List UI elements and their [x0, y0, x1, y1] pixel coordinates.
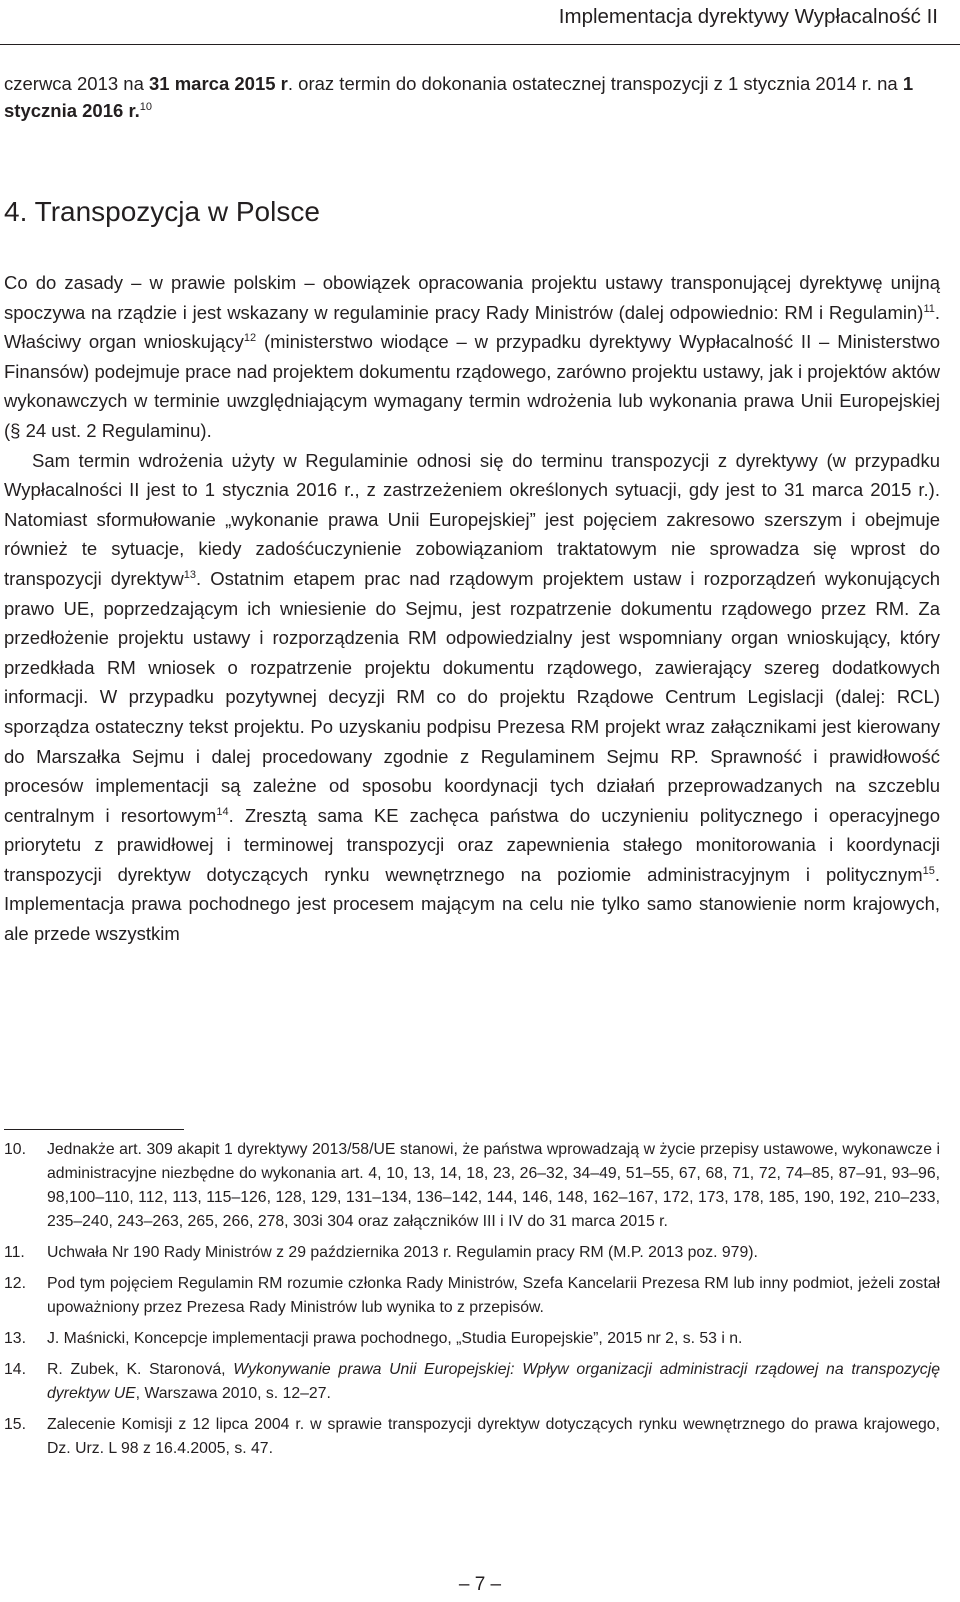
footnote-number: 15. [4, 1416, 26, 1433]
footnote-book-title: Wykonywanie prawa Unii Europejskiej: Wpływ organizacji administracji rządowej na transpozycję dyrektyw UE [47, 1361, 941, 1402]
footnote-ref: 11 [923, 302, 935, 315]
footnote-number: 12. [4, 1275, 26, 1292]
footnote-text: Uchwała Nr 190 Rady Ministrów z 29 października 2013 r. Regulamin pracy RM (M.P. 2013 poz. 979). [47, 1244, 758, 1261]
footnote-10 [4, 1138, 940, 1234]
footnote-text [47, 1358, 940, 1406]
paragraph-text: Co do zasady – w prawie polskim – obowiązek opracowania projektu ustawy transponującej dyrektywę unijną spoczywa na rządzie i jest wskazany w regulaminie pracy Rady Ministrów (dalej odpowiednio: RM i Regulamin) [4, 272, 940, 323]
paragraph-text: . Implementacja prawa pochodnego jest procesem mającym na celu nie tylko samo stanowienie norm krajowych, ale przede wszystkim [4, 863, 940, 945]
footnote-12 [4, 1272, 940, 1320]
paragraph-text: Sam termin wdrożenia użyty w Regulaminie odnosi się do terminu transpozycji z dyrektywy (w przypadku Wypłacalności II jest to 1 stycznia 2016 r., z zastrzeżeniem określonych sytuacji, gdy jest to 31 marca 2015 r.). Natomiast sformułowanie „wykonanie prawa Unii Europejskiej” jest pojęciem zakresowo szerszym i obejmuje również te sytuacje, kiedy zadośćuczynienie zobowiązaniom traktatowym nie sprowadza się wprost do transpozycji dyrektyw [4, 449, 940, 589]
paragraph-text: (ministerstwo wiodące – w przypadku dyrektywy Wypłacalność II – Ministerstwo Finansów) podejmuje prace nad projektem dokumentu rządowego, zarówno projektu ustawy, jak i projektów aktów wykonawczych w terminie uwzględniającym wymagany termin wdrożenia lub wykonania prawa Unii Europejskiej (§ 24 ust. 2 Regulaminu). [4, 331, 940, 441]
paragraph-text: . Ostatnim etapem prac nad rządowym projektem ustaw i rozporządzeń wykonujących prawo UE, poprzedzającym ich wniesienie do Sejmu, jest rozpatrzenie dokumentu rządowego przez RM. Za przedłożenie projektu ustawy i rozporządzenia RM odpowiedzialny jest wspomniany organ wnioskujący, który przedkłada RM wniosek o rozpatrzenie projektu dokumentu rządowego, zawierający szereg dodatkowych informacji. W przypadku pozytywnej decyzji RM co do projektu Rządowe Centrum Legislacji (dalej: RCL) sporządza ostateczny tekst projektu. Po uzyskaniu podpisu Prezesa RM projekt wraz załącznikami jest kierowany do Marszałka Sejmu i dalej procedowany zgodnie z Regulaminem Sejmu RP. Sprawność i prawidłowość procesów implementacji są zależne od sposobu koordynacji tych działań przeprowadzanych na szczeblu centralnym i resortowym [4, 567, 940, 826]
intro-paragraph [4, 70, 940, 124]
body-text [4, 268, 940, 949]
page-number: – 7 – [458, 1574, 502, 1595]
header-divider [0, 44, 960, 45]
footnote-divider [4, 1129, 184, 1130]
footnote-ref: 15 [922, 864, 935, 877]
footnote-ref: 13 [183, 568, 197, 581]
footnote-text: Pod tym pojęciem Regulamin RM rozumie członka Rady Ministrów, Szefa Kancelarii Prezesa RM lub inny podmiot, jeżeli został upoważniony przez Prezesa Rady Ministrów lub wynika to z przepisów. [47, 1275, 940, 1316]
paragraph-text: . Właściwy organ wnioskujący [4, 301, 940, 353]
footnote-number: 14. [4, 1361, 26, 1378]
footnote-text: Jednakże art. 309 akapit 1 dyrektywy 2013/58/UE stanowi, że państwa wprowadzają w życie przepisy ustawowe, wykonawcze i administracyjne niezbędne do wykonania art. 4, 10, 13, 14, 18, 23, 26–32, 34–49, 51–55, 67, 68, 71, 72, 74–85, 87–91, 93–96, 98,100–110, 112, 113, 115–126, 128, 129, 131–134, 136–142, 144, 146, 148, 162–167, 172, 173, 178, 185, 190, 192, 210–233, 235–240, 243–263, 265, 266, 278, 303i 304 oraz załączników III i IV do 31 marca 2015 r. [47, 1141, 940, 1230]
footnote-11 [4, 1241, 940, 1265]
footnote-ref: 14 [216, 805, 229, 818]
paragraph-text: . Zresztą sama KE zachęca państwa do uczynieniu politycznego i operacyjnego priorytetu z prawidłowej i terminowej transpozycji oraz zapewnienia stałego monitorowania i koordynacji transpozycji dyrektyw dotyczących rynku wewnętrznego na poziomie administracyjnym i politycznym [4, 804, 940, 885]
footnote-ref: 12 [243, 332, 257, 345]
intro-date-bold: 31 marca 2015 r [149, 73, 288, 94]
footnote-authors: R. Zubek, K. Staronová, [47, 1361, 234, 1378]
paragraph-2 [4, 446, 940, 949]
running-header: Implementacja dyrektywy Wypłacalność II [558, 5, 938, 28]
footnote-14 [4, 1358, 940, 1406]
footnote-13 [4, 1327, 940, 1351]
intro-date-bold: 1 stycznia 2016 r. [4, 73, 914, 121]
footnote-publication: , Warszawa 2010, s. 12–27. [135, 1385, 331, 1402]
footnote-ref: 10 [139, 101, 153, 113]
section-heading: 4. Transpozycja w Polsce [4, 196, 320, 227]
footnote-number: 11. [4, 1244, 25, 1261]
paragraph-1 [4, 268, 940, 446]
footnote-number: 10. [4, 1141, 26, 1158]
footnotes [4, 1138, 940, 1468]
footnote-number: 13. [4, 1330, 26, 1347]
footnote-text: J. Maśnicki, Koncepcje implementacji prawa pochodnego, „Studia Europejskie”, 2015 nr 2, s. 53 i n. [47, 1330, 743, 1347]
intro-text: czerwca 2013 na [4, 73, 150, 94]
footnote-text: Zalecenie Komisji z 12 lipca 2004 r. w sprawie transpozycji dyrektyw dotyczących rynku wewnętrznego do prawa krajowego, Dz. Urz. L 98 z 16.4.2005, s. 47. [47, 1416, 940, 1457]
intro-text: . oraz termin do dokonania ostatecznej transpozycji z 1 stycznia 2014 r. na [287, 73, 903, 94]
footnote-15 [4, 1413, 940, 1461]
